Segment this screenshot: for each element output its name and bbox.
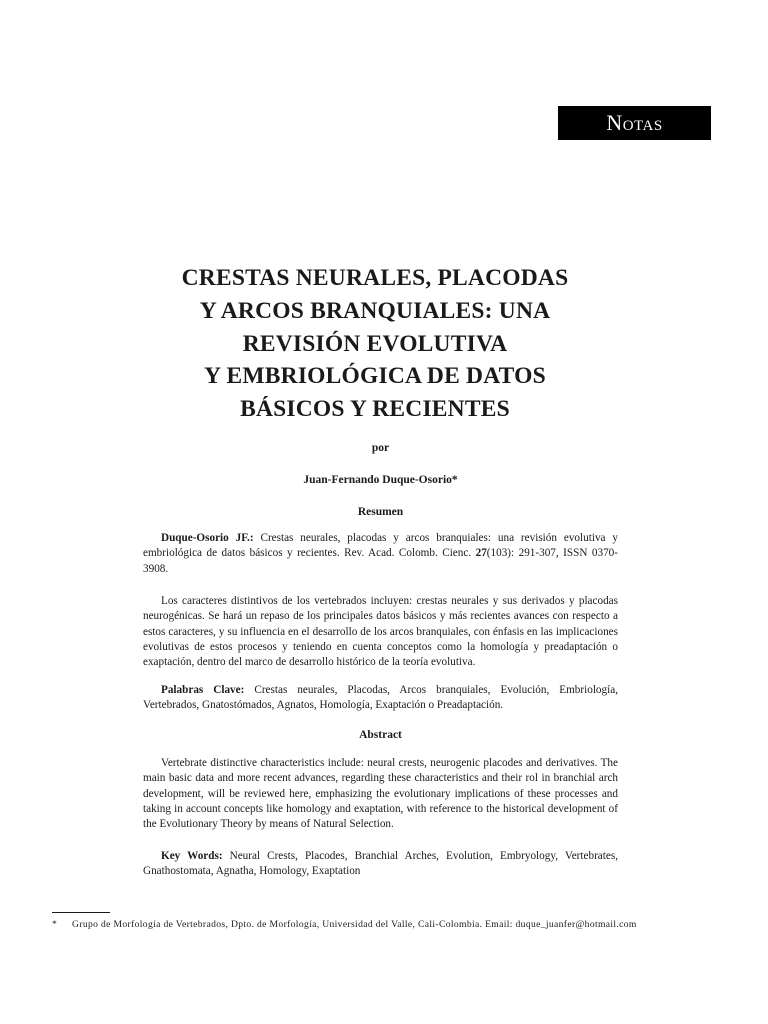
palabras-clave-text: Crestas neurales, Placodas, Arcos branquiales, Evolución, Embriología, Vertebrados, Gnatostómados, Agnatos, Homología, Exaptación o Preadaptación. [143, 684, 618, 712]
author-name: Juan-Fernando Duque-Osorio* [303, 474, 458, 486]
citation-author: Duque-Osorio JF.: [161, 532, 254, 544]
title-line-5: BÁSICOS Y RECIENTES [240, 396, 510, 423]
title-line-3: REVISIÓN EVOLUTIVA [242, 330, 508, 357]
citation-volume: 27 [475, 547, 487, 560]
by-label: por [371, 442, 390, 454]
footnote-divider [52, 912, 110, 913]
citation-text: Crestas neurales, placodas y arcos branquiales: una revisión evolutiva y embriológica de datos básicos y recientes. Rev. Acad. Colomb. Cienc. [143, 532, 618, 560]
title-line-2: Y ARCOS BRANQUIALES: UNA [199, 297, 551, 324]
key-words-paragraph [143, 849, 618, 880]
abstract-body: Vertebrate distinctive characteristics include: neural crests, neurogenic placodes and derivatives. The main basic data and more recent advances, regarding these characteristics and their rol in branchial arch development, will be reviewed here, emphasizing the evolutionary implications of these processes and taking in account concepts like homology and exaptation, with reference to the historical development of the Evolutionary Theory by means of Natural Selection. [143, 757, 618, 831]
abstract-heading: Abstract [359, 729, 402, 741]
footnote-mark: * [52, 919, 58, 930]
title-line-1: CRESTAS NEURALES, PLACODAS [181, 265, 569, 291]
palabras-clave-paragraph [143, 683, 618, 714]
citation-pages: (103): 291-307, ISSN 0370-3908. [143, 547, 618, 575]
footnote-text: Grupo de Morfología de Vertebrados, Dpto. de Morfología, Universidad del Valle, Cali-Colombia. Email: duque_juanfer@hotmail.com [72, 919, 637, 930]
section-tab-label: Notas [606, 110, 663, 135]
key-words-text: Neural Crests, Placodes, Branchial Arches, Evolution, Embryology, Vertebrates, Gnathostomata, Agnatha, Homology, Exaptation [143, 850, 618, 878]
key-words-label: Key Words: [161, 850, 223, 862]
section-tab [558, 106, 711, 140]
citation-paragraph [143, 531, 618, 577]
resumen-body: Los caracteres distintivos de los vertebrados incluyen: crestas neurales y sus derivados y placodas neurogénicas. Se hará un repaso de los principales datos básicos y más recientes avances con respecto a estos caracteres, y su influencia en el desarrollo de los arcos branquiales, con énfasis en las implicaciones evolutivas de estos procesos y teniendo en cuenta conceptos como la homología y preadaptación o exaptación, dentro del marco de desarrollo histórico de la teoría evolutiva. [143, 595, 618, 669]
affiliation-footnote [52, 918, 716, 931]
palabras-clave-label: Palabras Clave: [161, 684, 245, 696]
article-title [140, 262, 610, 426]
title-line-4: Y EMBRIOLÓGICA DE DATOS [204, 363, 546, 390]
resumen-heading: Resumen [357, 506, 404, 518]
